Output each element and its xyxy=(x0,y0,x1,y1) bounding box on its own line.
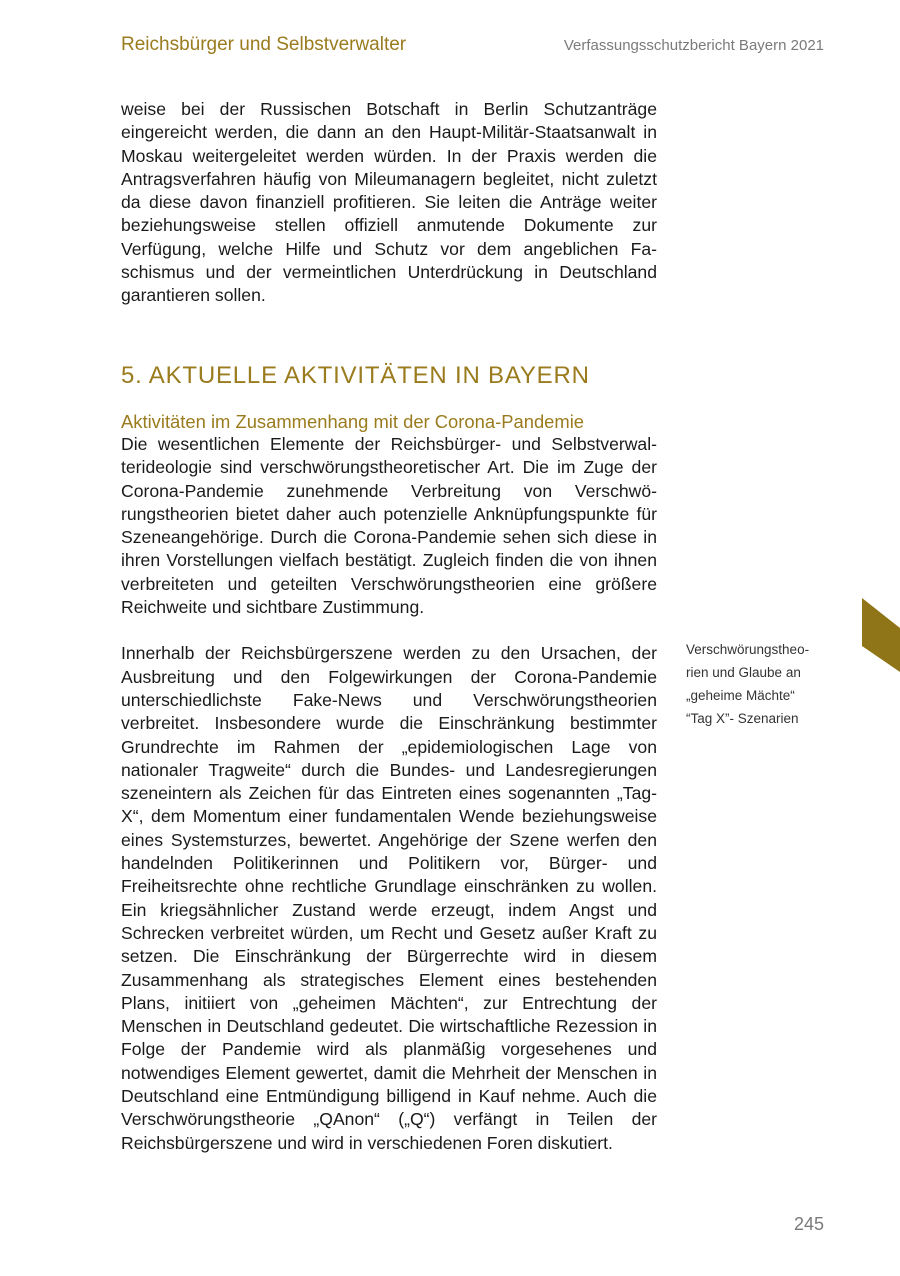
body-paragraph-2: Innerhalb der Reichsbürgerszene werden zu den Ursachen, der Ausbreitung und den Folgewirkungen der Corona-Pandemie unterschiedlichste Fake-News und Verschwörungstheorien verbreitet. Insbesondere wurde die Einschränkung bestimmter Grundrechte im Rahmen der „epidemiologischen Lage von nationaler Tragweite“ durch die Bundes- und Landesregierungen szeneintern als Zeichen für das Eintreten eines sogenannten „Tag-X“, dem Momentum einer fundamentalen Wende beziehungsweise eines Systemsturzes, bewertet. Angehörige der Szene werfen den handelnden Politikerinnen und Politikern vor, Bürger- und Freiheitsrechte ohne rechtliche Grundlage einschränken zu wollen. Ein kriegsähnlicher Zustand werde erzeugt, indem Angst und Schrecken verbreitet würden, um Recht und Gesetz außer Kraft zu setzen. Die Einschränkung der Bürgerrechte wird in diesem Zusammenhang als strategisches Element eines bestehenden Plans, initiiert von „geheimen Mächten“, zur Entrechtung der Menschen in Deutschland gedeutet. Die wirtschaftliche Rezession in Folge der Pandemie wird als planmäßig vorgesehenes und notwendiges Element gewertet, damit die Mehrheit der Menschen in Deutschland eine Entmündigung billigend in Kauf nehme. Auch die Verschwörungstheorie „QAnon“ („Q“) verfängt in Teilen der Reichsbürgerszene und wird in verschiedenen Foren diskutiert. xyxy=(121,643,657,1153)
chapter-tab-marker xyxy=(862,598,900,672)
margin-note-line: Verschwörungstheo- xyxy=(686,642,810,657)
running-header-publication: Verfassungsschutzbericht Bayern 2021 xyxy=(563,37,824,54)
body-paragraph-1: Die wesentlichen Elemente der Reichsbürger- und Selbstverwalterideologie sind verschwörungstheoretischer Art. Die im Zuge der Corona-Pandemie zunehmende Verbreitung von Verschwörungstheorien bietet daher auch potenzielle Anknüpfungspunkte für Szeneangehörige. Durch die Corona-Pandemie sehen sich diese in ihren Vorstellungen vielfach bestätigt. Zugleich finden die von ihnen verbreiteten und geteilten Verschwörungstheorien eine größere Reichweite und sichtbare Zustimmung. xyxy=(121,433,657,618)
margin-note-line: rien und Glaube an xyxy=(686,665,801,680)
intro-paragraph: weise bei der Russischen Botschaft in Berlin Schutzanträge eingereicht werden, die dann an den Haupt-Militär-Staatsanwalt in Moskau weitergeleitet werden würden. In der Praxis werden die Antragsverfahren häufig von Mileumanagern begleitet, nicht zuletzt da diese davon finanziell profitieren. Sie leiten die Anträge weiter beziehungsweise stellen offiziell anmutende Dokumente zur Verfügung, welche Hilfe und Schutz vor dem angeblichen Faschismus und der vermeintlichen Unterdrückung in Deutschland garantieren sollen. xyxy=(121,99,657,306)
chapter-tab-shape xyxy=(862,598,900,672)
running-header-chapter: Reichsbürger und Selbstverwalter xyxy=(121,34,407,55)
margin-note-line: „geheime Mächte“ xyxy=(686,688,795,703)
sub-heading: Aktivitäten im Zusammenhang mit der Corona-Pandemie xyxy=(121,410,585,432)
main-text-column xyxy=(121,98,657,1155)
section-heading: 5. AKTUELLE AKTIVITÄTEN IN BAYERN xyxy=(121,361,590,389)
margin-note-line: “Tag X”- Szenarien xyxy=(686,711,799,726)
page-number: 245 xyxy=(793,1214,824,1234)
margin-notes xyxy=(686,638,836,730)
